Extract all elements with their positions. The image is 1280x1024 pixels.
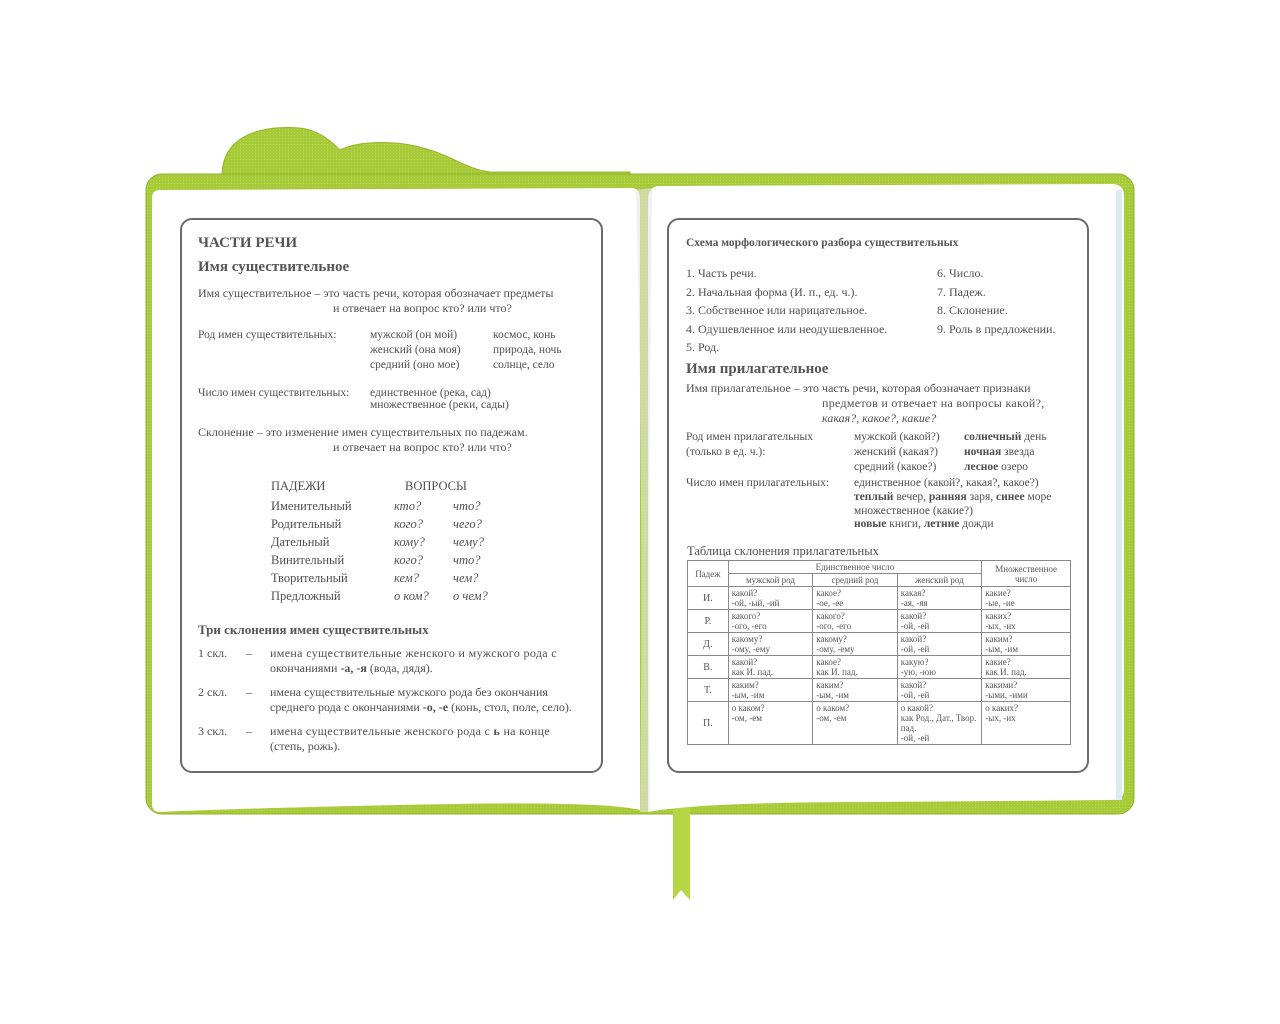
table-question: какие? — [985, 657, 1011, 667]
adj-number-sg-examples — [854, 491, 1051, 503]
adj-number-pl: множественное (какие?) — [854, 505, 973, 517]
table-question: каким? — [985, 634, 1013, 644]
table-ending-cell — [982, 656, 1071, 679]
table-question: какого? — [816, 611, 845, 621]
table-ending: как И. пад. — [985, 667, 1027, 677]
case-name: Именительный — [271, 499, 352, 513]
table-case-cell: И. — [688, 587, 729, 610]
decl1-label: 1 скл. — [198, 646, 228, 660]
table-ending-cell — [728, 587, 813, 610]
case-name: Творительный — [271, 571, 348, 585]
adj-gender-m: мужской (какой?) — [854, 431, 940, 443]
example-noun: вечер, — [893, 491, 929, 503]
table-question: каким? — [731, 680, 759, 690]
table-ending: -ому, -ему — [731, 644, 770, 654]
adj-ex-n: лесное озеро — [964, 461, 1029, 473]
case-question-animate: о ком? — [394, 589, 429, 603]
table-ending: как И. пад. — [731, 667, 774, 677]
table-ending: -ая, -яя — [900, 598, 928, 608]
table-ending: -ому, -ему — [816, 644, 855, 654]
scheme-item: 3. Собственное или нарицательное. — [686, 303, 868, 317]
adj-gender-f: женский (какая?) — [854, 446, 939, 458]
table-question: какое? — [816, 657, 841, 667]
decl1-line2: окончаниями -а, -я (вода, дядя). — [270, 661, 433, 675]
case-name: Предложный — [271, 589, 341, 603]
table-case-cell: Т. — [688, 679, 729, 702]
table-ending: -ой, -ей — [900, 644, 930, 654]
table-ending: -ом, -ем — [731, 713, 762, 723]
case-question-animate: кого? — [394, 553, 423, 567]
example-noun: море — [1024, 491, 1052, 503]
table-ending-cell — [813, 702, 898, 745]
noun-number-sg: единственное (река, сад) — [370, 387, 491, 399]
table-ending-cell — [982, 679, 1071, 702]
adjective-title: Имя прилагательное — [686, 361, 829, 377]
table-question: какую? — [900, 657, 929, 667]
table-ending: -ые, -ие — [985, 598, 1015, 608]
example-noun: дожди — [959, 518, 994, 530]
adj-gender-n: средний (какое?) — [854, 461, 937, 473]
table-ending: -ой, -ей — [900, 733, 930, 743]
noun-gender-label: Род имен существительных: — [198, 329, 337, 341]
table-ending: -ых, -их — [985, 621, 1016, 631]
noun-gender-n: средний (оно мое) — [370, 359, 460, 371]
table-ending: -ого, -его — [816, 621, 852, 631]
table-ending: -ым, -им — [816, 690, 849, 700]
decl3-line2: (степь, рожь). — [270, 739, 341, 753]
table-row — [688, 679, 1071, 702]
decl2-line1: имена существительные мужского рода без окончания — [270, 685, 548, 699]
declension-definition-line1: Склонение – это изменение имен существительных по падежам. — [198, 425, 528, 439]
case-question-inanimate: чему? — [453, 535, 484, 549]
table-ending: -ыми, -ими — [985, 690, 1028, 700]
table-question: какой? — [900, 611, 927, 621]
table-ending-cell — [813, 587, 898, 610]
example-adjective: ранняя — [928, 491, 967, 503]
table-question: каким? — [816, 680, 844, 690]
table-row — [688, 656, 1071, 679]
table-question: каких? — [985, 611, 1012, 621]
scheme-item: 4. Одушевленное или неодушевленное. — [686, 321, 888, 336]
table-ending: -ое, -ее — [816, 598, 844, 608]
table-ending-cell — [813, 610, 898, 633]
table-ending-cell — [897, 702, 982, 745]
table-ending-cell — [982, 587, 1071, 610]
case-question-inanimate: о чем? — [453, 589, 488, 603]
table-question: какая? — [900, 588, 926, 598]
table-header-neuter: средний род — [813, 574, 898, 587]
table-row — [688, 587, 1071, 610]
case-question-inanimate: что? — [453, 553, 481, 567]
table-question: какими? — [985, 680, 1018, 690]
table-ending: -ом, -ем — [816, 713, 847, 723]
example-adjective: синее — [996, 491, 1025, 503]
scheme-item: 6. Число. — [937, 266, 984, 280]
case-question-inanimate: что? — [453, 499, 481, 513]
table-question: какое? — [816, 588, 841, 598]
case-question-inanimate: чего? — [453, 517, 482, 531]
decl3-label: 3 скл. — [198, 724, 228, 738]
case-name: Винительный — [271, 553, 345, 567]
table-row — [688, 633, 1071, 656]
declension-definition-line2: и отвечает на вопрос кто? или что? — [333, 440, 512, 454]
example-adjective: новые — [854, 518, 887, 530]
three-declensions-title: Три склонения имен существительных — [198, 622, 429, 637]
table-question: какой? — [900, 634, 927, 644]
adj-number-sg: единственное (какой?, какая?, какое?) — [854, 477, 1039, 489]
case-name: Родительный — [271, 517, 342, 531]
table-ending-cell — [982, 702, 1071, 745]
table-ending-cell — [813, 656, 898, 679]
table-header-masculine: мужской род — [728, 574, 813, 587]
table-question: о каких? — [985, 703, 1018, 713]
table-ending: -ым, -им — [731, 690, 765, 700]
scheme-item: 8. Склонение. — [937, 303, 1008, 317]
table-ending-cell — [813, 633, 898, 656]
table-question: какой? — [731, 588, 758, 598]
table-ending-cell — [982, 610, 1071, 633]
table-ending: -ых, -их — [985, 713, 1016, 723]
table-question: какой? — [900, 680, 927, 690]
declension-table-title: Таблица склонения прилагательных — [687, 544, 879, 558]
noun-ex-m: космос, конь — [493, 329, 556, 341]
table-case-cell: П. — [688, 702, 729, 745]
table-ending-cell — [728, 702, 813, 745]
table-ending-cell — [897, 633, 982, 656]
table-header-feminine: женский род — [897, 574, 982, 587]
noun-ex-n: солнце, село — [493, 359, 555, 371]
case-question-inanimate: чем? — [453, 571, 479, 585]
case-question-animate: кого? — [394, 517, 423, 531]
table-row — [688, 610, 1071, 633]
table-ending-cell — [897, 610, 982, 633]
decl2-label: 2 скл. — [198, 685, 228, 699]
noun-definition-line2: и отвечает на вопрос кто? или что? — [333, 301, 512, 315]
scheme-title: Схема морфологического разбора существительных — [686, 237, 959, 249]
table-header-plural: Множественное число — [982, 561, 1071, 587]
adj-number-pl-examples — [854, 518, 994, 530]
table-ending-cell — [728, 633, 813, 656]
table-question: о каком? — [816, 703, 850, 713]
example-noun: книги, — [886, 518, 924, 530]
table-question: какого? — [731, 611, 761, 621]
table-question: какому? — [731, 634, 763, 644]
table-ending-cell — [728, 610, 813, 633]
decl2-dash: – — [246, 685, 252, 699]
adj-gender-label2: (только в ед. ч.): — [686, 446, 766, 458]
table-case-cell: Д. — [688, 633, 729, 656]
table-row — [688, 702, 1071, 745]
table-ending: -ую, -юю — [900, 667, 936, 677]
decl1-dash: – — [246, 646, 252, 660]
table-ending: -ого, -его — [731, 621, 767, 631]
table-ending-cell — [982, 633, 1071, 656]
table-ending: -ым, -им — [985, 644, 1019, 654]
adjective-definition-line3: какая?, какое?, какие? — [822, 411, 937, 425]
table-ending: -ой, -ый, -ий — [731, 598, 780, 608]
table-ending: как И. пад. — [816, 667, 858, 677]
table-ending-cell — [813, 679, 898, 702]
adj-ex-f: ночная звезда — [964, 446, 1035, 458]
noun-gender-f: женский (она моя) — [370, 344, 461, 356]
adj-gender-label1: Род имен прилагательных — [686, 431, 813, 443]
table-question: какой? — [731, 657, 758, 667]
table-header-case: Падеж — [688, 561, 729, 587]
noun-definition-line1: Имя существительное – это часть речи, которая обозначает предметы — [198, 286, 554, 300]
scheme-item: 2. Начальная форма (И. п., ед. ч.). — [686, 284, 858, 299]
case-question-animate: кому? — [394, 535, 425, 549]
table-ending-cell — [897, 656, 982, 679]
table-ending: -ой, -ей — [900, 621, 930, 631]
scheme-item: 9. Роль в предложении. — [937, 321, 1056, 336]
questions-header: ВОПРОСЫ — [405, 479, 467, 493]
decl2-line2: среднего рода с окончаниями -о, -е (конь, стол, поле, село). — [270, 700, 572, 714]
scheme-item: 7. Падеж. — [937, 284, 986, 299]
left-title: ЧАСТИ РЕЧИ — [198, 235, 298, 251]
example-noun: заря, — [966, 491, 997, 503]
table-case-cell: В. — [688, 656, 729, 679]
noun-ex-f: природа, ночь — [493, 344, 562, 356]
adjective-definition-line1: Имя прилагательное – это часть речи, которая обозначает признаки — [686, 381, 1031, 395]
cases-header: ПАДЕЖИ — [271, 479, 326, 493]
adjective-definition-line2: предметов и отвечает на вопросы какой?, — [822, 396, 1045, 410]
noun-number-label: Число имен существительных: — [198, 387, 350, 399]
table-ending-cell — [897, 587, 982, 610]
table-question: какому? — [816, 634, 847, 644]
table-ending: -ой, -ей — [900, 690, 930, 700]
table-ending: как Род., Дат., Твор. пад. — [900, 713, 977, 733]
decl3-line1: имена существительные женского рода с ь на конце — [270, 724, 550, 738]
case-question-animate: кем? — [394, 571, 419, 585]
case-name: Дательный — [271, 535, 330, 549]
table-question: какие? — [985, 588, 1011, 598]
example-adjective: летние — [923, 518, 960, 530]
table-header-singular: Единственное число — [728, 561, 982, 574]
scheme-item: 5. Род. — [686, 340, 720, 354]
table-ending-cell — [728, 656, 813, 679]
table-ending-cell — [728, 679, 813, 702]
scheme-item: 1. Часть речи. — [686, 266, 757, 280]
noun-number-pl: множественное (реки, сады) — [370, 399, 509, 411]
case-question-animate: кто? — [394, 499, 422, 513]
left-subtitle: Имя существительное — [198, 259, 350, 275]
adj-number-label: Число имен прилагательных: — [686, 477, 830, 489]
decl1-line1: имена существительные женского и мужского рода с — [270, 646, 557, 660]
table-question: о каком? — [731, 703, 765, 713]
adjective-declension-table — [687, 560, 1071, 745]
example-adjective: теплый — [854, 491, 894, 503]
table-case-cell: Р. — [688, 610, 729, 633]
noun-gender-m: мужской (он мой) — [370, 329, 458, 341]
table-ending-cell — [897, 679, 982, 702]
decl3-dash: – — [246, 724, 252, 738]
table-question: о какой? — [900, 703, 933, 713]
adj-ex-m: солнечный день — [964, 431, 1047, 443]
